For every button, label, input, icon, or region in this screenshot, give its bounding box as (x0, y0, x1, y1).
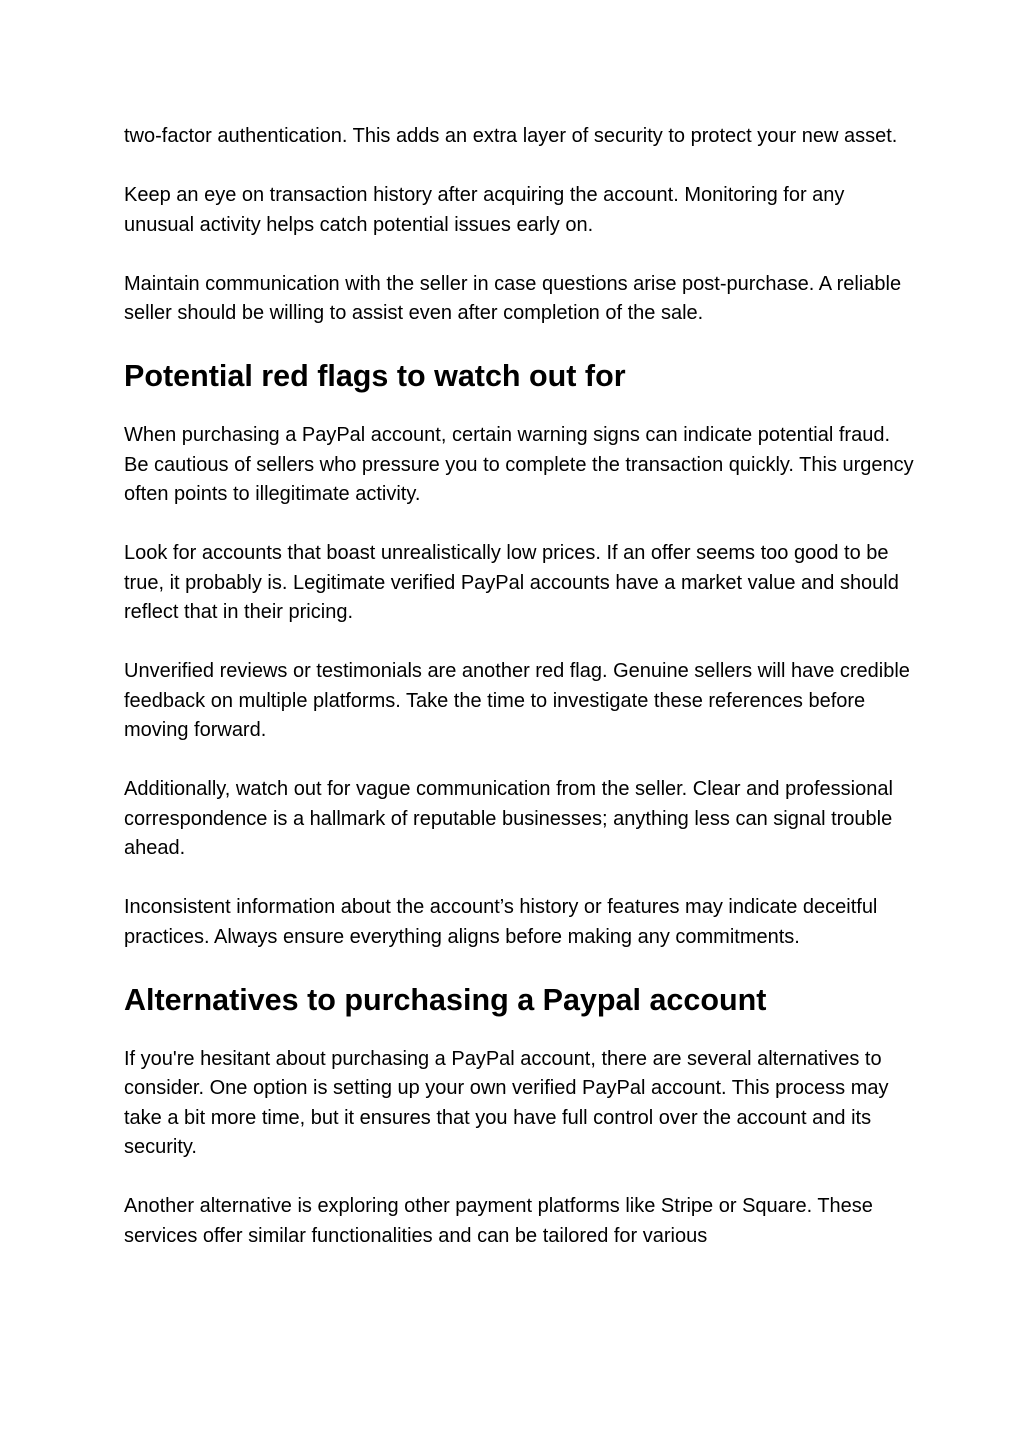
document-page (124, 122, 914, 1281)
paragraph-inconsistent-information: Inconsistent information about the account’s history or features may indicate deceitful practices. Always ensure everything aligns before making any commitments. (124, 896, 878, 948)
red-flags-section (124, 358, 914, 952)
alternatives-section (124, 982, 914, 1252)
paragraph-two-factor: two-factor authentication. This adds an extra layer of security to protect your new asset. (124, 125, 898, 147)
paragraph-warning-signs: When purchasing a PayPal account, certain warning signs can indicate potential fraud. Be cautious of sellers who pressure you to complete the transaction quickly. This urgency often points to illegitimate activity. (124, 424, 914, 505)
paragraph-seller-communication: Maintain communication with the seller in case questions arise post-purchase. A reliable seller should be willing to assist even after completion of the sale. (124, 272, 902, 324)
paragraph-other-platforms: Another alternative is exploring other payment platforms like Stripe or Square. These services offer similar functionalities and can be tailored for various (124, 1195, 873, 1247)
red-flags-heading: Potential red flags to watch out for (124, 359, 626, 393)
paragraph-transaction-history: Keep an eye on transaction history after acquiring the account. Monitoring for any unusual activity helps catch potential issues early on. (124, 184, 845, 236)
paragraph-unverified-reviews: Unverified reviews or testimonials are another red flag. Genuine sellers will have credible feedback on multiple platforms. Take the time to investigate these references before moving forward. (124, 660, 910, 741)
paragraph-own-account: If you're hesitant about purchasing a PayPal account, there are several alternatives to consider. One option is setting up your own verified PayPal account. This process may take a bit more time, but it ensures that you have full control over the account and its security. (124, 1047, 889, 1158)
paragraph-vague-communication: Additionally, watch out for vague communication from the seller. Clear and professional correspondence is a hallmark of reputable businesses; anything less can signal trouble ahead. (124, 778, 893, 859)
paragraph-low-prices: Look for accounts that boast unrealistically low prices. If an offer seems too good to be true, it probably is. Legitimate verified PayPal accounts have a market value and should reflect that in their pricing. (124, 542, 899, 623)
alternatives-heading: Alternatives to purchasing a Paypal account (124, 982, 767, 1017)
intro-section (124, 122, 914, 329)
